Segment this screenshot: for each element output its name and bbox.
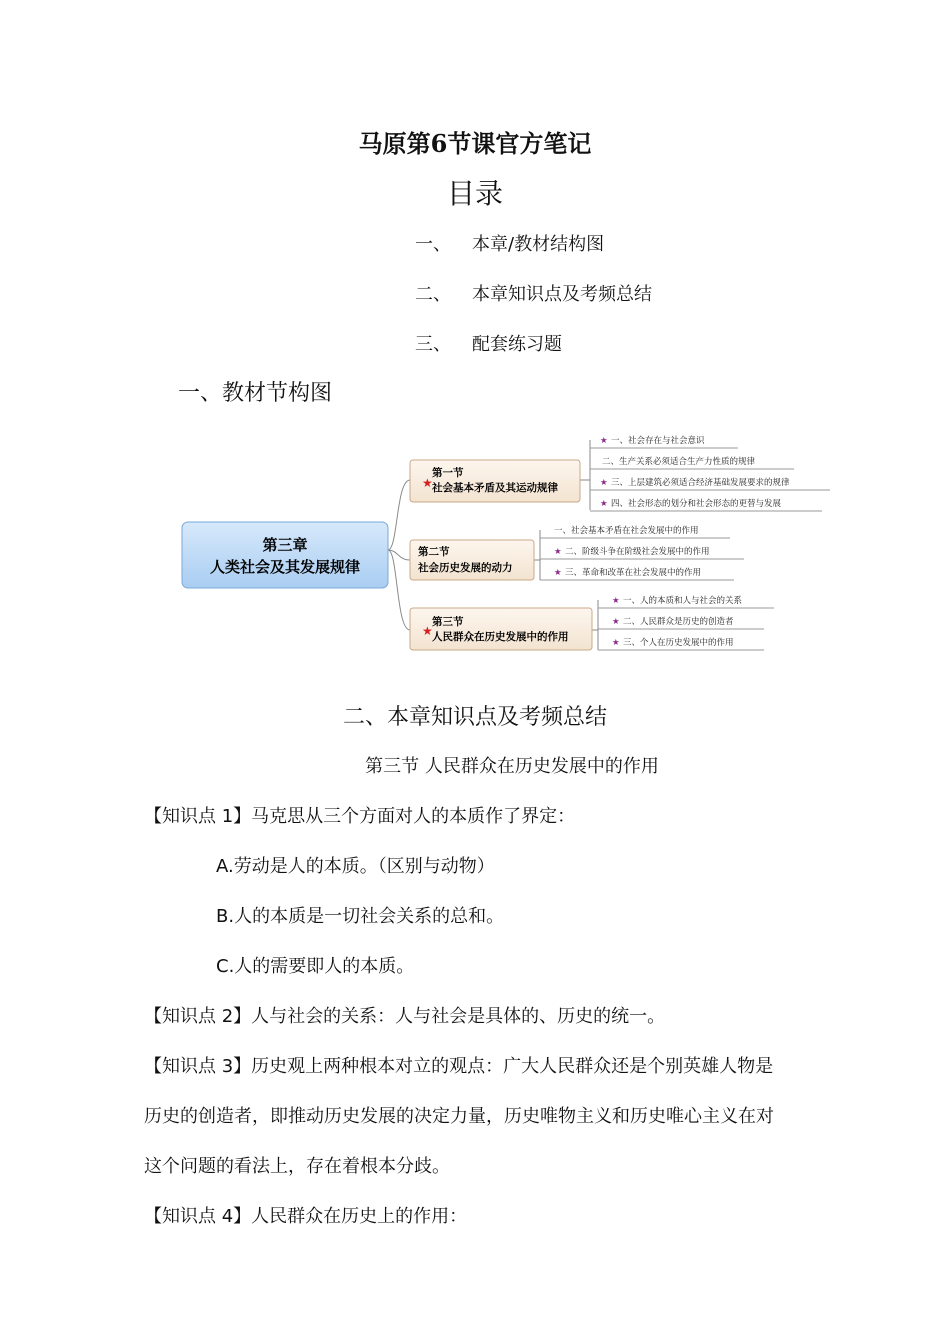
star-icon: ★ xyxy=(612,596,620,606)
mindmap-node-line1: 第一节 xyxy=(432,467,464,479)
star-icon: ★ xyxy=(422,476,433,490)
section1-heading: 一、教材节构图 xyxy=(178,381,333,406)
toc-item-2 xyxy=(0,280,950,304)
toc-item-1 xyxy=(0,230,950,254)
toc-num: 三、 xyxy=(415,334,451,355)
mindmap-root xyxy=(182,522,388,588)
subsection-heading: 第三节 人民群众在历史发展中的作用 xyxy=(365,756,659,777)
toc-text: 本章知识点及考频总结 xyxy=(472,284,652,305)
knowledge-point-4: 【知识点 4】人民群众在历史上的作用： xyxy=(144,1206,468,1227)
mindmap-node-line2: 人民群众在历史发展中的作用 xyxy=(432,631,569,643)
knowledge-point-2: 【知识点 2】人与社会的关系：人与社会是具体的、历史的统一。 xyxy=(144,1006,666,1027)
mindmap-leaf: 一、社会存在与社会意识 xyxy=(611,436,705,446)
mindmap-leaf: 二、人民群众是历史的创造者 xyxy=(623,617,734,627)
list-item: A.劳动是人的本质。（区别与动物） xyxy=(216,856,495,877)
star-icon: ★ xyxy=(600,478,608,488)
toc-num: 二、 xyxy=(415,284,451,305)
mindmap-leaf: 一、人的本质和人与社会的关系 xyxy=(623,596,743,606)
toc-item-3 xyxy=(0,330,950,354)
toc-heading: 目录 xyxy=(446,177,503,210)
mindmap-node-line1: 第三节 xyxy=(432,616,464,628)
star-icon: ★ xyxy=(612,638,620,648)
mindmap-leaf: 三、上层建筑必须适合经济基础发展要求的规律 xyxy=(611,478,790,488)
mindmap-leaf: 二、阶级斗争在阶级社会发展中的作用 xyxy=(565,547,710,557)
star-icon: ★ xyxy=(612,617,620,627)
mindmap-node-line1: 第二节 xyxy=(418,546,450,558)
mindmap-leaf: 二、生产关系必须适合生产力性质的规律 xyxy=(602,457,756,467)
star-icon: ★ xyxy=(600,436,608,446)
mindmap-figure xyxy=(178,428,838,660)
mindmap-node-3 xyxy=(410,608,592,650)
paragraph-line: 这个问题的看法上，存在着根本分歧。 xyxy=(144,1156,450,1177)
mindmap-root-line2: 人类社会及其发展规律 xyxy=(209,558,361,576)
paragraph-line: 历史的创造者，即推动历史发展的决定力量，历史唯物主义和历史唯心主义在对 xyxy=(144,1106,774,1127)
star-icon: ★ xyxy=(554,547,562,557)
mindmap-root-line1: 第三章 xyxy=(262,536,308,554)
star-icon: ★ xyxy=(600,499,608,509)
list-item: B.人的本质是一切社会关系的总和。 xyxy=(216,906,505,927)
document-title: 马原第6节课官方笔记 xyxy=(358,129,592,158)
mindmap-leaf: 四、社会形态的划分和社会形态的更替与发展 xyxy=(611,499,782,509)
mindmap-leaf: 三、革命和改革在社会发展中的作用 xyxy=(565,568,702,578)
star-icon: ★ xyxy=(554,568,562,578)
mindmap-leaf: 三、个人在历史发展中的作用 xyxy=(623,638,734,648)
star-icon: ★ xyxy=(422,624,433,638)
mindmap-node-line2: 社会基本矛盾及其运动规律 xyxy=(432,482,558,494)
toc-text: 配套练习题 xyxy=(472,334,562,355)
mindmap-node-line2: 社会历史发展的动力 xyxy=(418,562,513,574)
toc-text: 本章/教材结构图 xyxy=(472,234,605,255)
mindmap-leaf: 一、社会基本矛盾在社会发展中的作用 xyxy=(554,526,699,536)
section2-heading: 二、本章知识点及考频总结 xyxy=(342,705,607,730)
knowledge-point-1: 【知识点 1】马克思从三个方面对人的本质作了界定： xyxy=(144,806,576,827)
list-item: C.人的需要即人的本质。 xyxy=(216,956,415,977)
toc-num: 一、 xyxy=(415,234,451,255)
knowledge-point-3: 【知识点 3】历史观上两种根本对立的观点：广大人民群众还是个别英雄人物是 xyxy=(144,1056,774,1077)
